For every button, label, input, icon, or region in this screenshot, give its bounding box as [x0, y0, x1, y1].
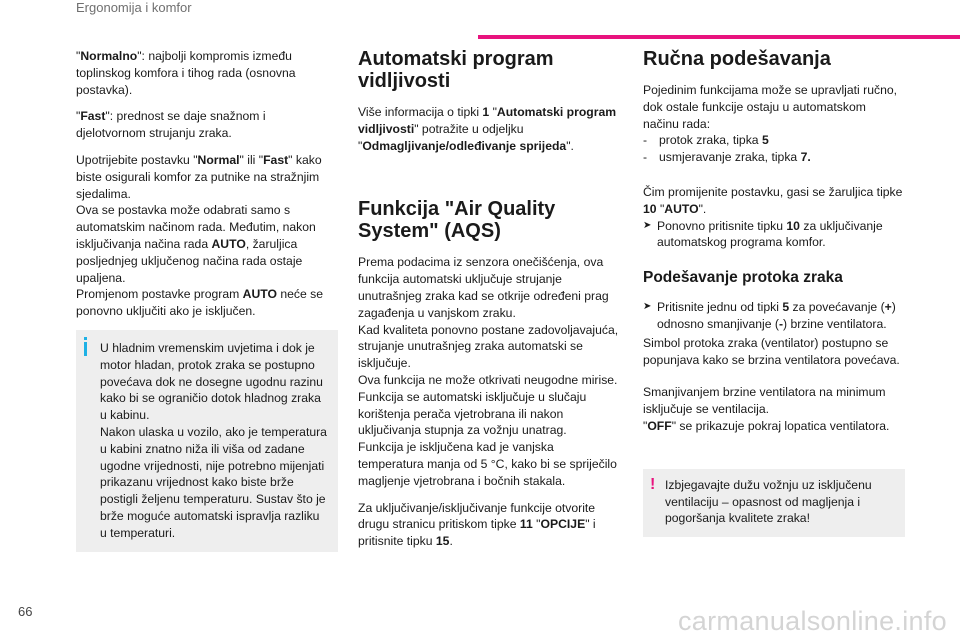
- note-text-1: U hladnim vremenskim uvjetima i dok je motor hladan, protok zraka se postupno povećava dok ne dosegne ugodnu razinu kako bi se ograničio dotok hladnog zraka u kabinu.: [100, 340, 323, 423]
- section-title: Ergonomija i komfor: [76, 0, 192, 15]
- info-note-box: [76, 330, 338, 552]
- paragraph-visibility: Više informacija o tipki 1 "Automatski program vidljivosti" potražite u odjeljku "Odmagljivanje/odleđivanje sprijeda".: [358, 105, 617, 153]
- page-number: 66: [18, 604, 33, 619]
- column-middle: [358, 48, 620, 560]
- heading-visibility-program: Automatski program vidljivosti: [358, 48, 554, 92]
- heading-aqs: Funkcija "Air Quality System" (AQS): [358, 198, 556, 243]
- paragraph-manual: Pojedinim funkcijama može se upravljati ručno, dok ostale funkcije ostaju u automatskom načinu rada:: [643, 83, 898, 131]
- paragraph-fan-off: Smanjivanjem brzine ventilatora na minimum isključuje se ventilacija. "OFF" se prikazuje pokraj lopatica ventilatora.: [643, 385, 890, 433]
- column-right: [643, 48, 905, 537]
- heading-airflow: Podešavanje protoka zraka: [643, 269, 843, 287]
- paragraph-normal: "Normalno": najbolji kompromis između toplinskog komfora i tihog rada (osnovna postavka).: [76, 49, 296, 97]
- paragraph-aqs-toggle: Za uključivanje/isključivanje funkcije otvorite drugu stranicu pritiskom tipke 11 "OPCIJE" i pritisnite tipku 15.: [358, 500, 596, 549]
- paragraph-usage: Upotrijebite postavku "Normal" ili "Fast" kako biste osigurali komfor za putnike na stražnjim sjedalima. Ova se postavka može odabrati samo s automatskim načinom rada. Međutim, nakon isključivanja načina rada AUTO, žaruljica posljednjeg uključenog načina rada ostaje upaljena. Promjenom postavke program AUTO neće se ponovno uključiti ako je isključen.: [76, 152, 324, 319]
- paragraph-fast: "Fast": prednost se daje snažnom i djelotvornom strujanju zraka.: [76, 109, 266, 141]
- header-accent-bar: [478, 35, 960, 39]
- bullet-item: ➤ Ponovno pritisnite tipku 10 za uključivanje automatskog programa komfor.: [643, 218, 883, 250]
- paragraph-fan-symbol: Simbol protoka zraka (ventilator) postupno se popunjava kako se brzina ventilatora povećava.: [643, 335, 900, 367]
- bullet-item: ➤ Pritisnite jednu od tipki 5 za povećavanje (+) odnosno smanjivanje (-) brzine ventilatora.: [643, 300, 896, 331]
- paragraph-auto-off: Čim promijenite postavku, gasi se žaruljica tipke 10 "AUTO".: [643, 184, 903, 216]
- warning-text: Izbjegavajte dužu vožnju uz isključenu ventilaciju – opasnost od magljenja i pogoršanja kvalitete zraka!: [665, 477, 872, 526]
- warning-note-box: [643, 469, 905, 537]
- heading-manual-settings: Ručna podešavanja: [643, 48, 831, 70]
- column-left: [76, 48, 338, 552]
- list-item: - usmjeravanje zraka, tipka 7.: [643, 150, 811, 165]
- paragraph-aqs: Prema podacima iz senzora onečišćenja, ova funkcija automatski uključuje strujanje unutrašnjeg zraka kad se otkrije određeni prag zagađenja u vanjskom zraku. Kad kvaliteta ponovno postane zadovoljavajuća, strujanje unutrašnjeg zraka automatski se isključuje. Ova funkcija ne može otkrivati neugodne mirise. Funkcija se automatski isključuje u slučaju korištenja perača vjetrobrana ili nakon uključivanja stupnja za vožnju unatrag. Funkcija je isključena kad je vanjska temperatura manja od 5 °C, kako bi se spriječilo magljenje vjetrobrana i bočnih stakala.: [358, 255, 619, 488]
- info-icon: [84, 342, 87, 356]
- arrow-bullet-icon: ➤: [643, 301, 652, 313]
- arrow-bullet-icon: ➤: [643, 219, 652, 231]
- note-text-2: Nakon ulaska u vozilo, ako je temperatura u kabini znatno niža ili viša od zadane ugodne vrijednosti, nije potrebno mijenjati prikazanu vrijednost kako biste brže postigli željenu temperaturu. Sustav što je brže moguće automatski ispravlja razliku u temperaturi.: [100, 424, 327, 540]
- manual-list: [643, 132, 905, 166]
- warning-icon: !: [650, 475, 656, 493]
- list-item: - protok zraka, tipka 5: [643, 133, 769, 148]
- watermark: carmanualsonline.info: [678, 606, 947, 636]
